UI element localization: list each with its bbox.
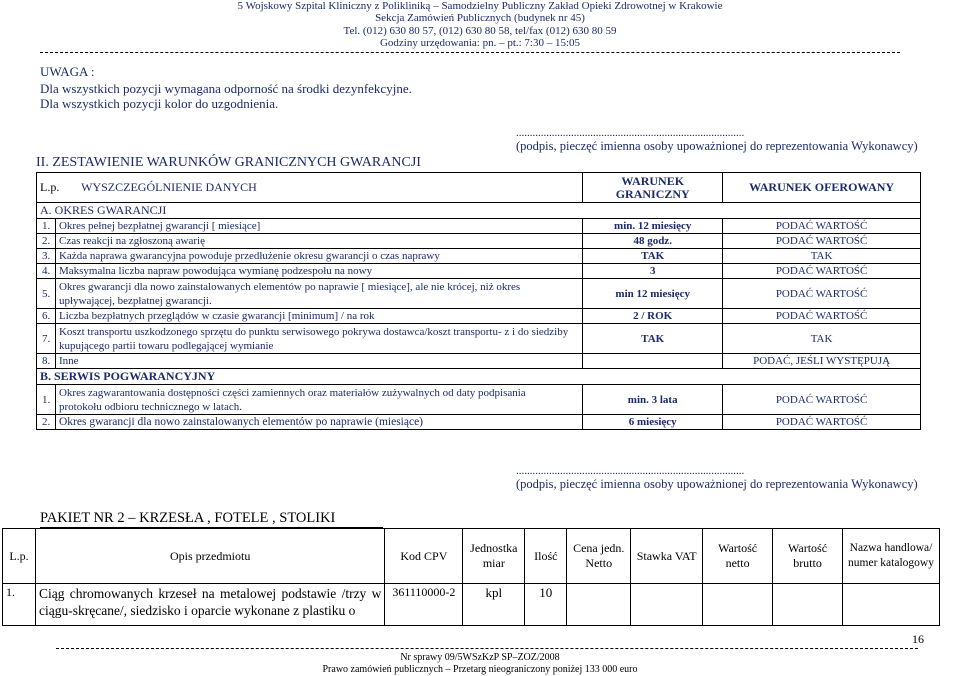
row-number: 1. — [37, 219, 56, 234]
section-b-label: B. SERWIS POGWARANCYJNY — [37, 369, 921, 385]
table-row — [37, 415, 921, 430]
row-number: 5. — [37, 279, 56, 309]
row-offer: TAK — [723, 324, 921, 354]
table-row — [37, 279, 921, 309]
row-text: Inne — [55, 354, 582, 369]
col-trade-name: Nazwa handlowa/ numer katalogowy — [843, 529, 940, 584]
row-net-value — [703, 584, 773, 626]
row-number: 1. — [37, 385, 56, 415]
table-row — [37, 219, 921, 234]
col-lp: L.p. — [3, 529, 36, 584]
row-text: Okres gwarancji dla nowo zainstalowanych elementów po naprawie [ miesiące], ale nie krócej, niż okres upływającej, bezpłatnej gwarancji. — [55, 279, 582, 309]
office-hours: Godziny urzędowania: pn. – pt.: 7:30 – 15:05 — [379, 37, 581, 49]
row-text: Okres zagwarantowania dostępności części zamiennych oraz materiałów zużywalnych od daty podpisania protokołu odbioru technicznego w latach. — [55, 385, 582, 415]
row-unit: kpl — [463, 584, 525, 626]
table-row — [3, 584, 940, 626]
row-offer: PODAĆ WARTOŚĆ — [723, 264, 921, 279]
row-trade-name — [843, 584, 940, 626]
row-text: Każda naprawa gwarancyjna powoduje przedłużenie okresu gwarancji o czas naprawy — [55, 249, 582, 264]
header-spec: WYSZCZEGÓLNIENIE DANYCH — [81, 180, 257, 194]
row-offer: PODAĆ WARTOŚĆ — [723, 385, 921, 415]
col-description: Opis przedmiotu — [35, 529, 384, 584]
col-unit-price: Cena jedn. Netto — [567, 529, 631, 584]
row-number: 8. — [37, 354, 56, 369]
section-b-row — [37, 369, 921, 385]
contact-phones: Tel. (012) 630 80 57, (012) 630 80 58, tel/fax (012) 630 80 59 — [343, 25, 617, 37]
row-text: Okres pełnej bezpłatnej gwarancji [ miesiące] — [55, 219, 582, 234]
product-header-row — [3, 529, 940, 584]
col-vat: Stawka VAT — [631, 529, 703, 584]
row-text: Liczba bezpłatnych przeglądów w czasie gwarancji [minimum] / na rok — [55, 309, 582, 324]
warning-line-2: Dla wszystkich pozycji kolor do uzgodnienia. — [40, 96, 279, 111]
warning-line-1: Dla wszystkich pozycji wymagana odporność na środki dezynfekcyjne. — [40, 81, 412, 96]
row-offer: PODAĆ WARTOŚĆ — [723, 279, 921, 309]
row-limit: min. 12 miesięcy — [583, 219, 723, 234]
table-row — [37, 309, 921, 324]
case-number: Nr sprawy 09/5WSzKzP SP–ZOZ/2008 — [400, 652, 560, 663]
row-lp: 1. — [3, 584, 36, 626]
col-gross-value: Wartość brutto — [773, 529, 843, 584]
row-offer: PODAĆ WARTOŚĆ — [723, 219, 921, 234]
row-number: 3. — [37, 249, 56, 264]
signature-caption-2: (podpis, pieczęć imienna osoby upoważnionej do reprezentowania Wykonawcy) — [516, 477, 918, 491]
row-offer: PODAĆ WARTOŚĆ — [723, 415, 921, 430]
row-number: 6. — [37, 309, 56, 324]
row-limit: 3 — [583, 264, 723, 279]
header-limit: WARUNEK GRANICZNY — [583, 173, 723, 203]
row-text: Czas reakcji na zgłoszoną awarię — [55, 234, 582, 249]
guarantee-header-spec — [37, 173, 583, 203]
row-limit: min 12 miesięcy — [583, 279, 723, 309]
section-a-label: A. OKRES GWARANCJI — [37, 203, 921, 219]
procedure-type: Prawo zamówień publicznych – Przetarg nieograniczony poniżej 133 000 euro — [322, 664, 638, 675]
row-text: Maksymalna liczba napraw powodująca wymianę podzespołu na nowy — [55, 264, 582, 279]
row-qty: 10 — [525, 584, 567, 626]
table-row — [37, 234, 921, 249]
row-number: 2. — [37, 234, 56, 249]
footer-divider — [56, 648, 918, 649]
row-offer: PODAĆ, JEŚLI WYSTĘPUJĄ — [723, 354, 921, 369]
table-row — [37, 385, 921, 415]
row-vat — [631, 584, 703, 626]
header-offer: WARUNEK OFEROWANY — [723, 173, 921, 203]
row-text: Okres gwarancji dla nowo zainstalowanych elementów po naprawie (miesiące) — [55, 415, 582, 430]
row-offer: TAK — [723, 249, 921, 264]
row-limit: 2 / ROK — [583, 309, 723, 324]
col-unit: Jednostka miar — [463, 529, 525, 584]
guarantee-title: II. ZESTAWIENIE WARUNKÓW GRANICZNYCH GWARANCJI — [36, 155, 421, 170]
row-limit: TAK — [583, 324, 723, 354]
col-cpv: Kod CPV — [385, 529, 463, 584]
row-offer: PODAĆ WARTOŚĆ — [723, 309, 921, 324]
table-row — [37, 324, 921, 354]
guarantee-table — [36, 172, 921, 430]
section-name: Sekcja Zamówień Publicznych (budynek nr 45) — [375, 12, 585, 24]
section-a-row — [37, 203, 921, 219]
row-number: 4. — [37, 264, 56, 279]
row-description: Ciąg chromowanych krzeseł na metalowej podstawie /trzy w ciągu-skręcane/, siedzisko i oparcie wykonane z plastiku o — [35, 584, 384, 626]
table-row — [37, 264, 921, 279]
header-divider — [40, 52, 900, 53]
page-number: 16 — [912, 632, 924, 646]
hospital-name: 5 Wojskowy Szpital Kliniczny z Polikliniką – Samodzielny Publiczny Zakład Opieki Zdrowotnej w Krakowie — [237, 0, 723, 12]
signature-dots-2: ................................................................................... — [516, 465, 745, 477]
guarantee-header-row — [37, 173, 921, 203]
row-offer: PODAĆ WARTOŚĆ — [723, 234, 921, 249]
row-limit: TAK — [583, 249, 723, 264]
row-number: 2. — [37, 415, 56, 430]
col-net-value: Wartość netto — [703, 529, 773, 584]
row-text: Koszt transportu uszkodzonego sprzętu do punktu serwisowego pokrywa dostawca/koszt transportu- z i do siedziby kupującego partii towaru podlegającej wymianie — [55, 324, 582, 354]
row-unit-price — [567, 584, 631, 626]
signature-caption: (podpis, pieczęć imienna osoby upoważnionej do reprezentowania Wykonawcy) — [516, 139, 918, 153]
signature-dots: ................................................................................... — [516, 127, 745, 139]
table-row — [37, 249, 921, 264]
row-limit: 48 godz. — [583, 234, 723, 249]
header-lp: L.p. — [40, 180, 60, 194]
product-table — [2, 528, 940, 626]
package-title: PAKIET NR 2 – KRZESŁA , FOTELE , STOLIKI — [40, 510, 336, 526]
row-number: 7. — [37, 324, 56, 354]
row-limit: 6 miesięcy — [583, 415, 723, 430]
col-qty: Ilość — [525, 529, 567, 584]
table-row — [37, 354, 921, 369]
row-gross-value — [773, 584, 843, 626]
warning-title: UWAGA : — [40, 64, 95, 79]
row-limit — [583, 354, 723, 369]
row-limit: min. 3 lata — [583, 385, 723, 415]
row-cpv: 361110000-2 — [385, 584, 463, 626]
